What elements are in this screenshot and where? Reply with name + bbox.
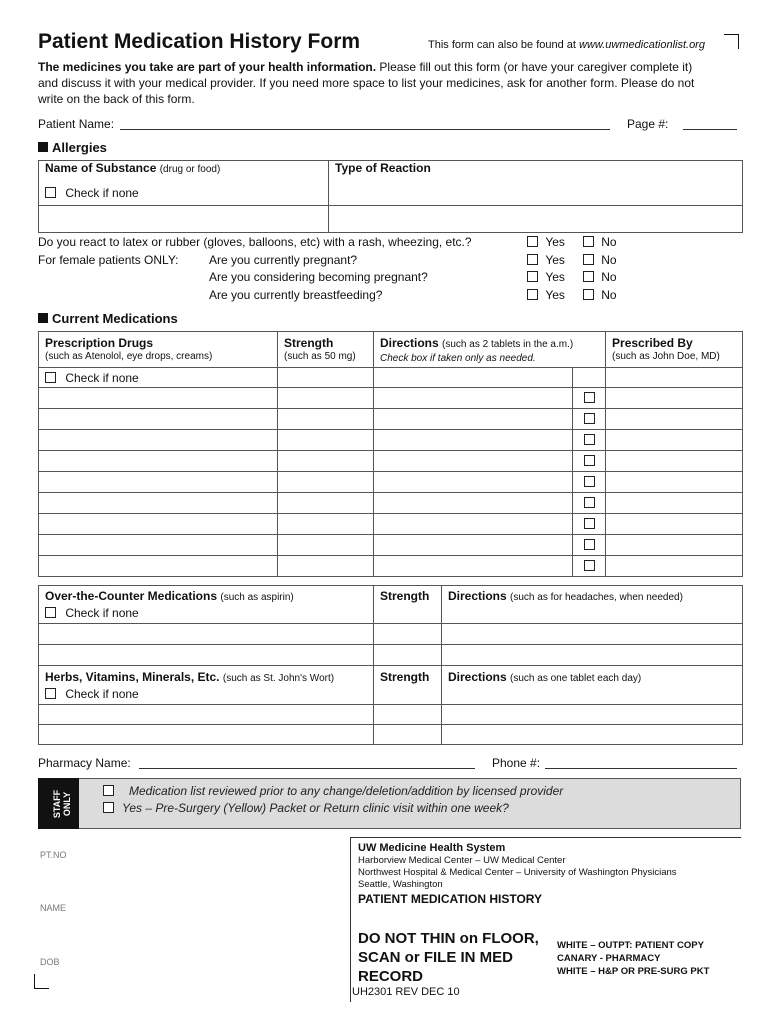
rx-strength-cell[interactable] xyxy=(278,368,374,388)
considering-yes-checkbox[interactable] xyxy=(527,271,538,282)
rx-asneeded-cell xyxy=(573,556,606,577)
otc-table xyxy=(38,585,743,666)
rx-drug-cell[interactable] xyxy=(39,514,278,535)
yes-label: Yes xyxy=(545,288,565,302)
staff-item-1 xyxy=(103,784,563,798)
rx-prescribed-cell[interactable] xyxy=(606,556,743,577)
rx-directions-label: Directions xyxy=(380,336,439,350)
org-line-3: Seattle, Washington xyxy=(358,879,443,890)
otc-none-row xyxy=(39,603,374,623)
rx-strength-label: Strength xyxy=(284,336,334,350)
rx-drug-cell[interactable] xyxy=(39,409,278,430)
latex-yes-checkbox[interactable] xyxy=(527,236,538,247)
otc-hint: (such as aspirin) xyxy=(220,592,294,603)
herbs-strength-cell[interactable] xyxy=(374,724,442,744)
allergy-substance-cell[interactable] xyxy=(39,206,329,233)
otc-title: Over-the-Counter Medications xyxy=(45,589,218,603)
rx-asneeded-cell xyxy=(573,368,606,388)
intro-text xyxy=(38,59,738,107)
as-needed-checkbox[interactable] xyxy=(584,455,595,466)
rx-prescribed-cell[interactable] xyxy=(606,514,743,535)
phone-label: Phone #: xyxy=(492,756,541,770)
yes-no-latex xyxy=(527,235,617,249)
rx-asneeded-cell xyxy=(573,472,606,493)
as-needed-checkbox[interactable] xyxy=(584,434,595,445)
org-line-1: Harborview Medical Center – UW Medical Center xyxy=(358,855,566,866)
rx-prescribed-cell[interactable] xyxy=(606,451,743,472)
yes-no-pregnant xyxy=(527,253,617,267)
herbs-directions-cell[interactable] xyxy=(442,724,743,744)
table-row xyxy=(39,472,743,493)
rx-asneeded-cell xyxy=(573,493,606,514)
rx-strength-hint: (such as 50 mg) xyxy=(284,351,356,362)
phone-field[interactable] xyxy=(545,768,737,769)
rx-prescribed-cell[interactable] xyxy=(606,472,743,493)
table-row xyxy=(39,556,743,577)
herbs-name-cell[interactable] xyxy=(39,704,374,724)
rx-directions-cell[interactable] xyxy=(374,388,573,409)
rx-strength-cell[interactable] xyxy=(278,409,374,430)
otc-strength-label: Strength xyxy=(380,589,430,603)
rx-directions-cell[interactable] xyxy=(374,368,573,388)
pt-no-label: PT.NO xyxy=(40,850,67,860)
patient-name-label: Patient Name: xyxy=(38,117,115,131)
herbs-hint: (such as St. John's Wort) xyxy=(222,673,335,684)
as-needed-checkbox[interactable] xyxy=(584,392,595,403)
rx-prescribed-cell[interactable] xyxy=(606,388,743,409)
do-not-thin-line-1: DO NOT THIN on FLOOR, xyxy=(358,930,539,947)
table-row xyxy=(39,409,743,430)
pharmacy-name-field[interactable] xyxy=(139,768,475,769)
table-row xyxy=(39,623,743,644)
corner-mark-bottom-left xyxy=(34,974,49,989)
table-row xyxy=(39,644,743,665)
allergy-reaction-cell[interactable] xyxy=(329,206,743,233)
rx-drugs-header xyxy=(39,332,278,368)
as-needed-checkbox[interactable] xyxy=(584,413,595,424)
herbs-directions-label: Directions xyxy=(448,670,507,684)
do-not-thin-line-3: RECORD xyxy=(358,968,424,985)
intro-line3: write on the back of this form. xyxy=(38,92,195,106)
herbs-header xyxy=(39,666,374,685)
otc-directions-hint: (such as for headaches, when needed) xyxy=(510,592,683,603)
form-number: UH2301 REV DEC 10 xyxy=(352,986,460,998)
table-row xyxy=(39,704,743,724)
female-label: For female patients ONLY: xyxy=(38,253,179,267)
rx-prescribed-hint: (such as John Doe, MD) xyxy=(612,351,720,362)
do-not-thin-notice xyxy=(358,929,539,986)
herbs-title: Herbs, Vitamins, Minerals, Etc. xyxy=(45,670,220,684)
herbs-table xyxy=(38,665,743,745)
rx-drug-cell[interactable] xyxy=(39,535,278,556)
form-title: PATIENT MEDICATION HISTORY xyxy=(358,892,543,906)
copy-distribution xyxy=(557,939,709,978)
copy-line-1: WHITE – OUTPT: PATIENT COPY xyxy=(557,940,704,951)
rx-prescribed-label: Prescribed By xyxy=(612,336,693,350)
no-label: No xyxy=(601,253,617,267)
breastfeeding-yes-checkbox[interactable] xyxy=(527,289,538,300)
herbs-directions-header xyxy=(442,666,743,705)
herbs-strength-cell[interactable] xyxy=(374,704,442,724)
table-row xyxy=(39,430,743,451)
copy-line-3: WHITE – H&P OR PRE-SURG PKT xyxy=(557,966,710,977)
otc-header xyxy=(39,586,374,604)
herbs-none-label: Check if none xyxy=(65,686,139,701)
as-needed-checkbox[interactable] xyxy=(584,518,595,529)
pregnant-yes-checkbox[interactable] xyxy=(527,254,538,265)
staff-item-2 xyxy=(103,801,509,815)
rx-drug-cell[interactable] xyxy=(39,472,278,493)
footer-rule xyxy=(350,837,741,838)
rx-prescribed-cell[interactable] xyxy=(606,493,743,514)
yes-label: Yes xyxy=(545,270,565,284)
staff-item-2-text: Yes – Pre-Surgery (Yellow) Packet or Return clinic visit within one week? xyxy=(122,801,509,815)
yes-no-breastfeeding xyxy=(527,288,617,302)
current-medications-title: Current Medications xyxy=(52,311,178,326)
pregnant-no-checkbox[interactable] xyxy=(583,254,594,265)
breastfeeding-no-checkbox[interactable] xyxy=(583,289,594,300)
rx-strength-cell[interactable] xyxy=(278,556,374,577)
page-number-field[interactable] xyxy=(683,129,737,130)
yes-no-considering xyxy=(527,270,617,284)
copy-line-2: CANARY - PHARMACY xyxy=(557,953,661,964)
rx-asneeded-cell xyxy=(573,430,606,451)
url-link[interactable]: www.uwmedicationlist.org xyxy=(579,39,705,51)
considering-no-checkbox[interactable] xyxy=(583,271,594,282)
table-row xyxy=(39,493,743,514)
allergies-heading xyxy=(38,140,107,155)
as-needed-checkbox[interactable] xyxy=(584,560,595,571)
herbs-none-checkbox[interactable] xyxy=(45,688,56,699)
allergies-table xyxy=(38,160,743,233)
dob-label: DOB xyxy=(40,957,60,967)
as-needed-checkbox[interactable] xyxy=(584,497,595,508)
rx-none-checkbox[interactable] xyxy=(45,372,56,383)
yes-label: Yes xyxy=(545,235,565,249)
rx-prescribed-cell[interactable] xyxy=(606,430,743,451)
staff-only-label: STAFF ONLY xyxy=(52,789,72,819)
herbs-directions-cell[interactable] xyxy=(442,704,743,724)
herbs-name-cell[interactable] xyxy=(39,724,374,744)
intro-line2: and discuss it with your medical provider. If you need more space to list your medicines, ask for another form. Please do not xyxy=(38,76,695,90)
current-medications-heading xyxy=(38,311,178,326)
rx-drugs-label: Prescription Drugs xyxy=(45,336,154,350)
rx-directions-cell[interactable] xyxy=(374,493,573,514)
rx-strength-cell[interactable] xyxy=(278,430,374,451)
latex-no-checkbox[interactable] xyxy=(583,236,594,247)
section-bullet-icon xyxy=(38,142,48,152)
rx-drug-cell[interactable] xyxy=(39,388,278,409)
no-label: No xyxy=(601,288,617,302)
url-note-text: This form can also be found at xyxy=(428,39,580,51)
table-row xyxy=(39,535,743,556)
otc-directions-cell[interactable] xyxy=(442,644,743,665)
otc-strength-cell[interactable] xyxy=(374,623,442,644)
allergy-none-checkbox[interactable] xyxy=(45,187,56,198)
rx-prescribed-cell[interactable] xyxy=(606,368,743,388)
rx-directions-hint: (such as 2 tablets in the a.m.) xyxy=(442,339,574,350)
pregnant-question: Are you currently pregnant? xyxy=(209,253,358,267)
rx-none-label: Check if none xyxy=(65,370,139,385)
rx-strength-cell[interactable] xyxy=(278,472,374,493)
rx-drug-cell[interactable] xyxy=(39,430,278,451)
herbs-directions-hint: (such as one tablet each day) xyxy=(510,673,642,684)
rx-asneeded-cell xyxy=(573,451,606,472)
otc-name-cell[interactable] xyxy=(39,644,374,665)
rx-drug-cell[interactable] xyxy=(39,556,278,577)
otc-strength-header xyxy=(374,586,442,624)
allergy-substance-header xyxy=(39,161,329,181)
staff-presurgery-checkbox[interactable] xyxy=(103,802,114,813)
otc-directions-label: Directions xyxy=(448,589,507,603)
page-number-label: Page #: xyxy=(627,117,669,131)
rx-asneeded-cell xyxy=(573,388,606,409)
rx-drugs-hint: (such as Atenolol, eye drops, creams) xyxy=(45,351,213,362)
rx-directions-cell[interactable] xyxy=(374,514,573,535)
table-row xyxy=(39,451,743,472)
staff-item-1-text: Medication list reviewed prior to any change/deletion/addition by licensed provider xyxy=(129,784,564,798)
latex-question: Do you react to latex or rubber (gloves, balloons, etc) with a rash, wheezing, etc.? xyxy=(38,235,472,249)
rx-prescribed-cell[interactable] xyxy=(606,409,743,430)
no-label: No xyxy=(601,270,617,284)
pharmacy-name-label: Pharmacy Name: xyxy=(38,756,131,770)
substance-header-label: Name of Substance xyxy=(45,161,157,175)
intro-line1: Please fill out this form (or have your caregiver complete it) xyxy=(376,60,693,74)
footer-divider xyxy=(350,837,351,1002)
rx-directions-header xyxy=(374,332,606,368)
yes-label: Yes xyxy=(545,253,565,267)
url-note xyxy=(428,39,705,51)
intro-bold: The medicines you take are part of your health information. xyxy=(38,60,377,74)
as-needed-checkbox[interactable] xyxy=(584,539,595,550)
rx-strength-header xyxy=(278,332,374,368)
patient-name-field[interactable] xyxy=(120,129,610,130)
herbs-strength-label: Strength xyxy=(380,670,430,684)
rx-prescribed-header xyxy=(606,332,743,368)
staff-reviewed-checkbox[interactable] xyxy=(103,785,114,796)
name-label: NAME xyxy=(40,903,67,913)
rx-none-row xyxy=(39,368,278,388)
herbs-none-row xyxy=(39,684,374,704)
table-row xyxy=(39,514,743,535)
otc-name-cell[interactable] xyxy=(39,623,374,644)
no-label: No xyxy=(601,235,617,249)
table-row xyxy=(39,724,743,744)
allergy-reaction-header xyxy=(329,161,743,206)
rx-directions-cell[interactable] xyxy=(374,556,573,577)
rx-strength-cell[interactable] xyxy=(278,535,374,556)
rx-asneeded-cell xyxy=(573,409,606,430)
breastfeeding-question: Are you currently breastfeeding? xyxy=(209,288,383,302)
as-needed-checkbox[interactable] xyxy=(584,476,595,487)
corner-mark-top-right xyxy=(724,34,739,49)
rx-asneeded-cell xyxy=(573,535,606,556)
rx-strength-cell[interactable] xyxy=(278,493,374,514)
rx-strength-cell[interactable] xyxy=(278,451,374,472)
do-not-thin-line-2: SCAN or FILE IN MED xyxy=(358,949,514,966)
otc-directions-header xyxy=(442,586,743,624)
rx-directions-cell[interactable] xyxy=(374,409,573,430)
rx-directions-cell[interactable] xyxy=(374,451,573,472)
otc-strength-cell[interactable] xyxy=(374,644,442,665)
org-line-2: Northwest Hospital & Medical Center – University of Washington Physicians xyxy=(358,867,677,878)
prescription-table xyxy=(38,331,743,577)
allergies-title: Allergies xyxy=(52,140,107,155)
rx-drug-cell[interactable] xyxy=(39,451,278,472)
section-bullet-icon xyxy=(38,313,48,323)
rx-directions-note: Check box if taken only as needed. xyxy=(380,353,536,364)
otc-directions-cell[interactable] xyxy=(442,623,743,644)
reaction-header-label: Type of Reaction xyxy=(335,161,431,175)
page-title: Patient Medication History Form xyxy=(38,30,361,53)
rx-prescribed-cell[interactable] xyxy=(606,535,743,556)
table-row xyxy=(39,388,743,409)
rx-directions-cell[interactable] xyxy=(374,472,573,493)
rx-strength-cell[interactable] xyxy=(278,388,374,409)
rx-drug-cell[interactable] xyxy=(39,493,278,514)
substance-header-hint: (drug or food) xyxy=(159,164,221,175)
considering-question: Are you considering becoming pregnant? xyxy=(209,270,428,284)
otc-none-checkbox[interactable] xyxy=(45,607,56,618)
rx-strength-cell[interactable] xyxy=(278,514,374,535)
allergy-none-row xyxy=(39,181,329,206)
rx-asneeded-cell xyxy=(573,514,606,535)
herbs-strength-header xyxy=(374,666,442,705)
rx-directions-cell[interactable] xyxy=(374,430,573,451)
rx-directions-cell[interactable] xyxy=(374,535,573,556)
otc-none-label: Check if none xyxy=(65,605,139,620)
org-name: UW Medicine Health System xyxy=(358,842,506,854)
allergy-none-label: Check if none xyxy=(65,185,139,200)
